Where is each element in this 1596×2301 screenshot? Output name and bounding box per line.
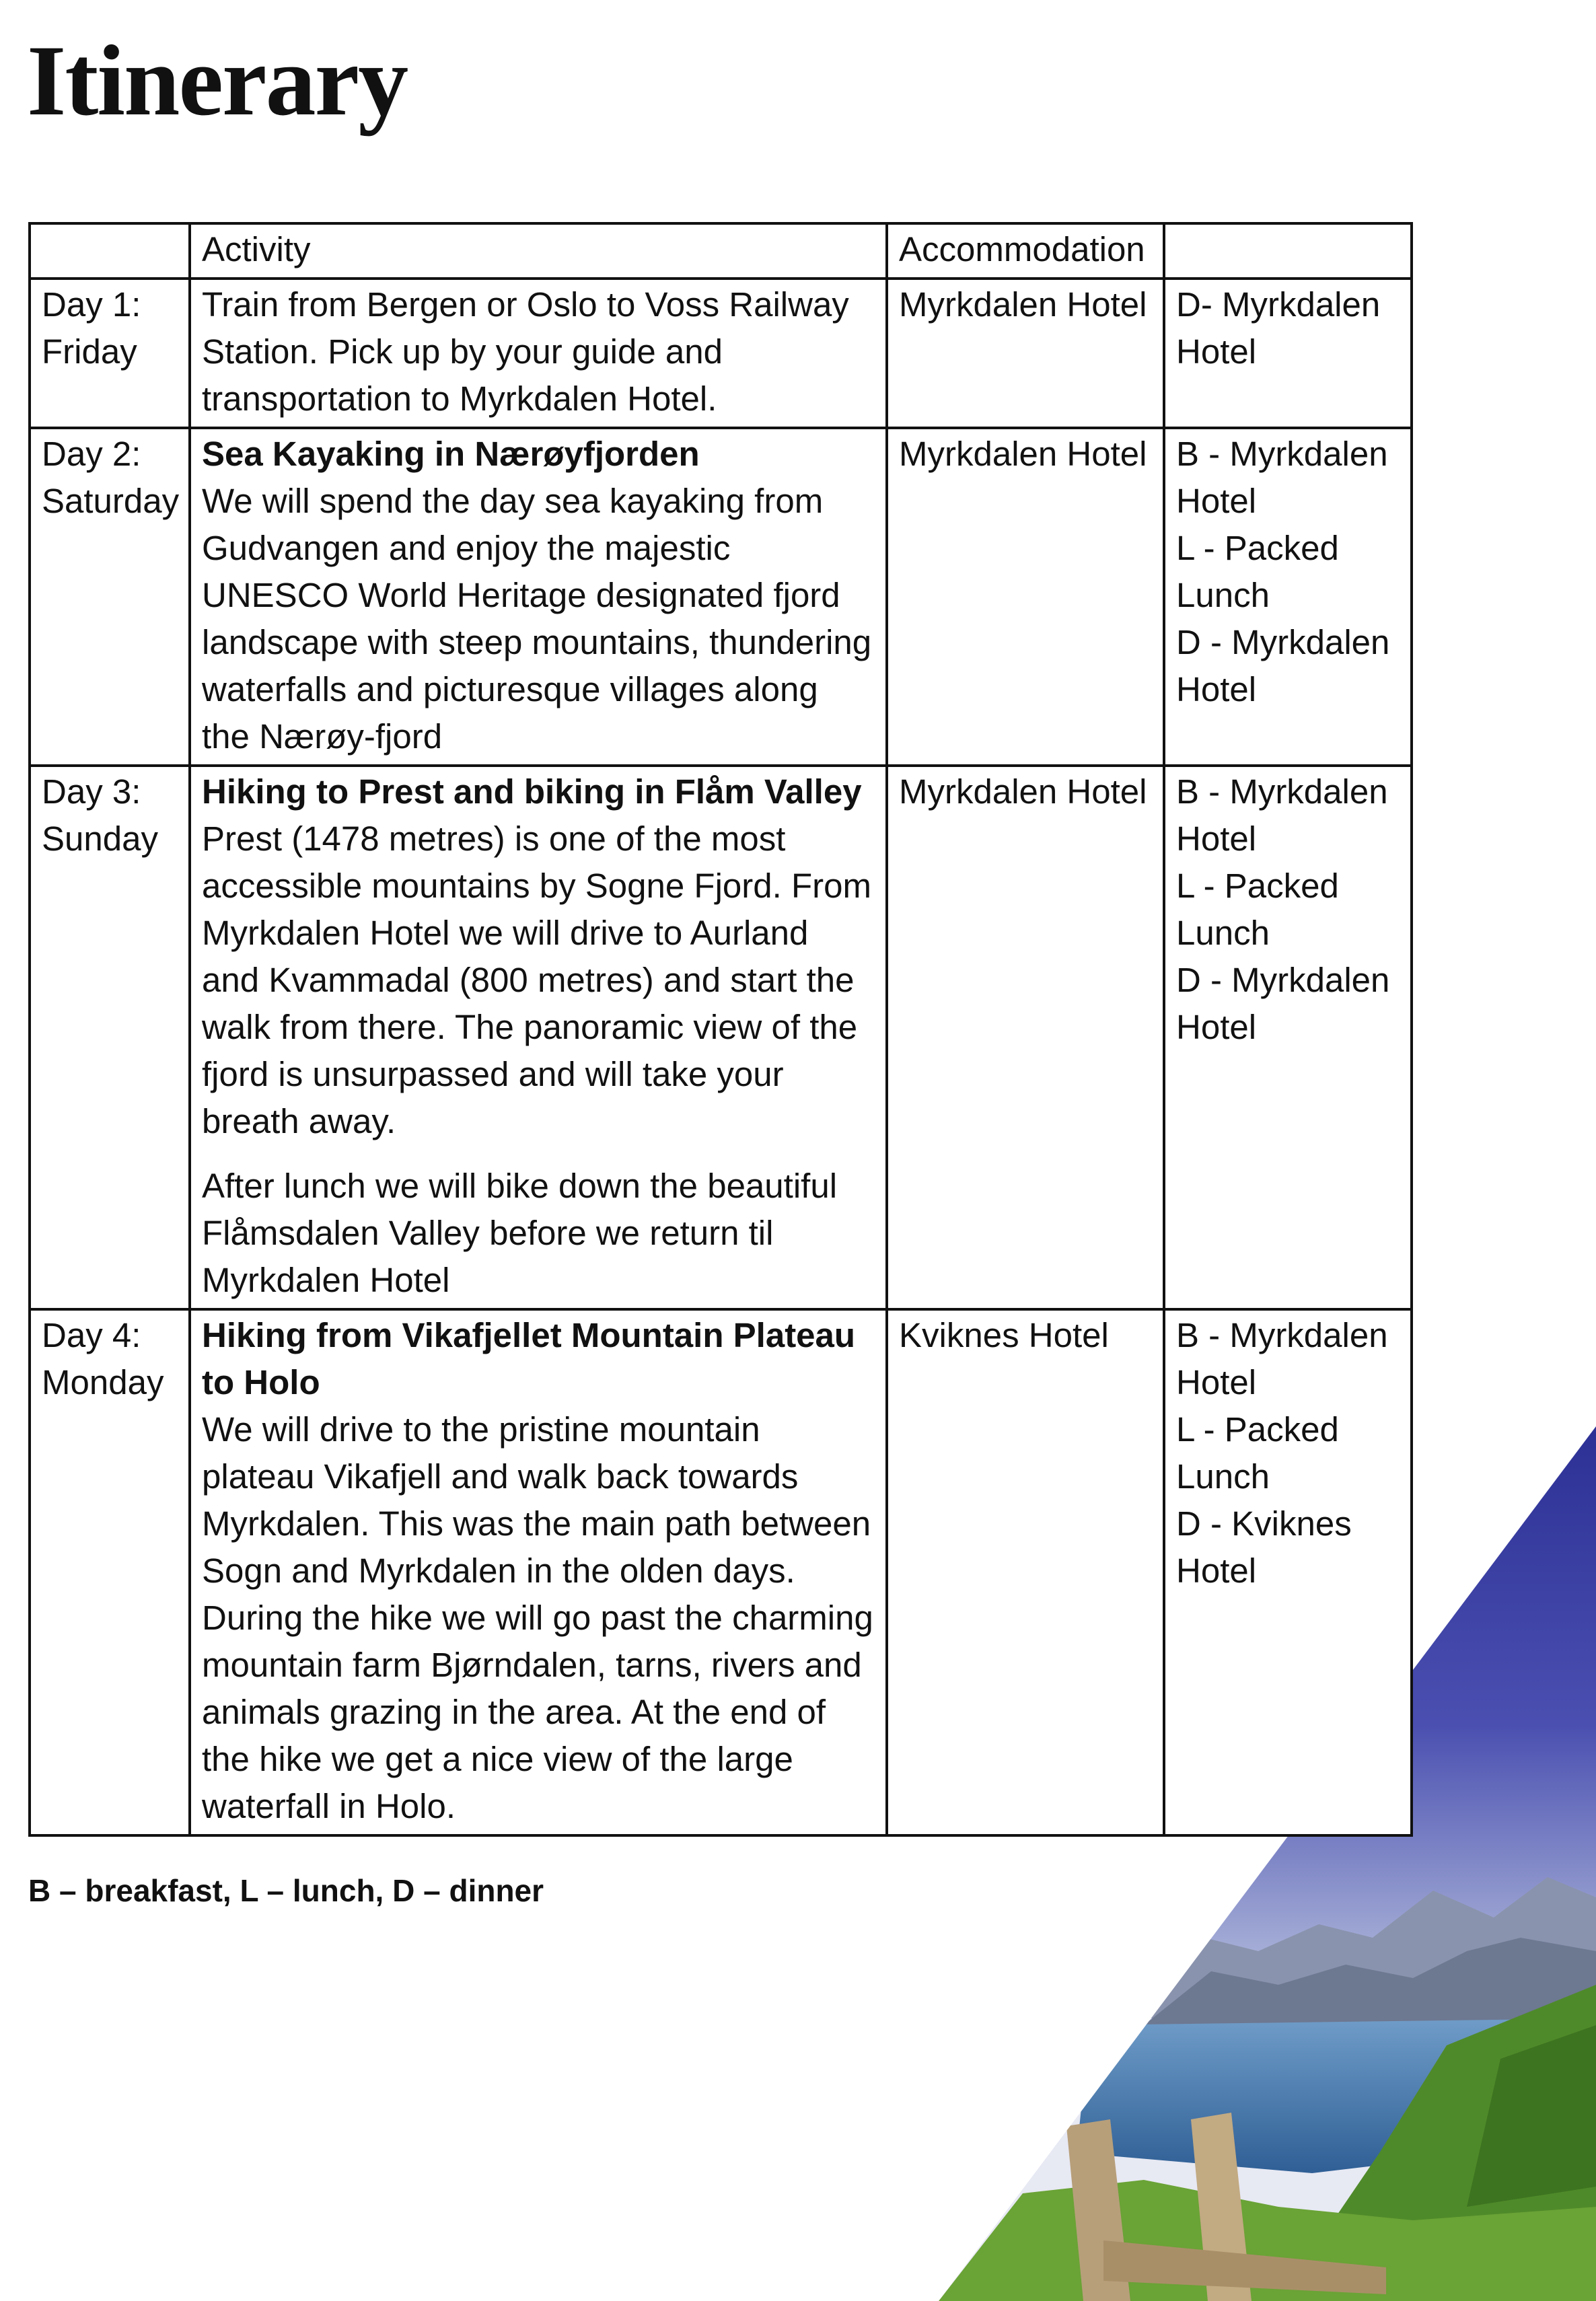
page-title: Itinerary — [27, 25, 408, 137]
meal-item: D - Kviknes Hotel — [1176, 1504, 1352, 1590]
day-number: Day 3: — [42, 772, 141, 811]
day-weekday: Saturday — [42, 482, 180, 520]
activity-description-continued: After lunch we will bike down the beautiful Flåmsdalen Valley before we return til Myrkdalen Hotel — [202, 1167, 838, 1299]
meal-item: L - Packed Lunch — [1176, 867, 1339, 952]
header-meals — [1164, 223, 1412, 279]
activity-description: We will spend the day sea kayaking from Gudvangen and enjoy the majestic UNESCO World Heritage designated fjord landscape with steep mountains, thundering waterfalls and picturesque villages along the Nærøy-fjord — [202, 482, 872, 756]
day-number: Day 1: — [42, 285, 141, 324]
day-number: Day 2: — [42, 435, 141, 473]
meals-cell — [1164, 766, 1412, 1309]
meals-cell — [1164, 428, 1412, 766]
header-day — [30, 223, 190, 279]
day-weekday: Sunday — [42, 819, 158, 858]
header-accommodation: Accommodation — [887, 223, 1164, 279]
meals-cell — [1164, 279, 1412, 428]
day-number: Day 4: — [42, 1316, 141, 1354]
meal-item: B - Myrkdalen Hotel — [1176, 772, 1388, 858]
accommodation-cell: Myrkdalen Hotel — [887, 279, 1164, 428]
meal-item: L - Packed Lunch — [1176, 529, 1339, 614]
itinerary-table — [28, 222, 1413, 1837]
table-row — [30, 766, 1412, 1309]
meal-item: D - Myrkdalen Hotel — [1176, 623, 1390, 708]
meal-legend: B – breakfast, L – lunch, D – dinner — [28, 1873, 544, 1908]
day-cell — [30, 1309, 190, 1835]
table-row — [30, 1309, 1412, 1835]
accommodation-cell: Kviknes Hotel — [887, 1309, 1164, 1835]
accommodation-cell: Myrkdalen Hotel — [887, 428, 1164, 766]
day-cell — [30, 766, 190, 1309]
activity-description: Prest (1478 metres) is one of the most accessible mountains by Sogne Fjord. From Myrkdalen Hotel we will drive to Aurland and Kvammadal (800 metres) and start the walk from there. The panoramic view of the fjord is unsurpassed and will take your breath away. — [202, 819, 871, 1140]
activity-title: Hiking to Prest and biking in Flåm Valley — [202, 772, 862, 811]
meal-item: D - Myrkdalen Hotel — [1176, 961, 1390, 1046]
header-activity: Activity — [190, 223, 887, 279]
meal-item: D- Myrkdalen Hotel — [1176, 285, 1381, 371]
day-weekday: Friday — [42, 332, 137, 371]
accommodation-cell: Myrkdalen Hotel — [887, 766, 1164, 1309]
activity-cell — [190, 279, 887, 428]
activity-title: Sea Kayaking in Nærøyfjorden — [202, 435, 700, 473]
activity-title: Hiking from Vikafjellet Mountain Plateau to Holo — [202, 1316, 856, 1401]
meals-cell — [1164, 1309, 1412, 1835]
activity-description: Train from Bergen or Oslo to Voss Railway Station. Pick up by your guide and transportation to Myrkdalen Hotel. — [202, 285, 849, 418]
day-cell — [30, 279, 190, 428]
table-row — [30, 279, 1412, 428]
activity-description: We will drive to the pristine mountain plateau Vikafjell and walk back towards Myrkdalen. This was the main path between Sogn and Myrkdalen in the olden days. During the hike we will go past the charming mountain farm Bjørndalen, tarns, rivers and animals grazing in the area. At the end of the hike we get a nice view of the large waterfall in Holo. — [202, 1410, 873, 1825]
meal-item: B - Myrkdalen Hotel — [1176, 435, 1388, 520]
activity-cell — [190, 766, 887, 1309]
table-header-row — [30, 223, 1412, 279]
activity-cell — [190, 1309, 887, 1835]
activity-cell — [190, 428, 887, 766]
meal-item: L - Packed Lunch — [1176, 1410, 1339, 1496]
day-weekday: Monday — [42, 1363, 164, 1401]
day-cell — [30, 428, 190, 766]
meal-item: B - Myrkdalen Hotel — [1176, 1316, 1388, 1401]
table-row — [30, 428, 1412, 766]
